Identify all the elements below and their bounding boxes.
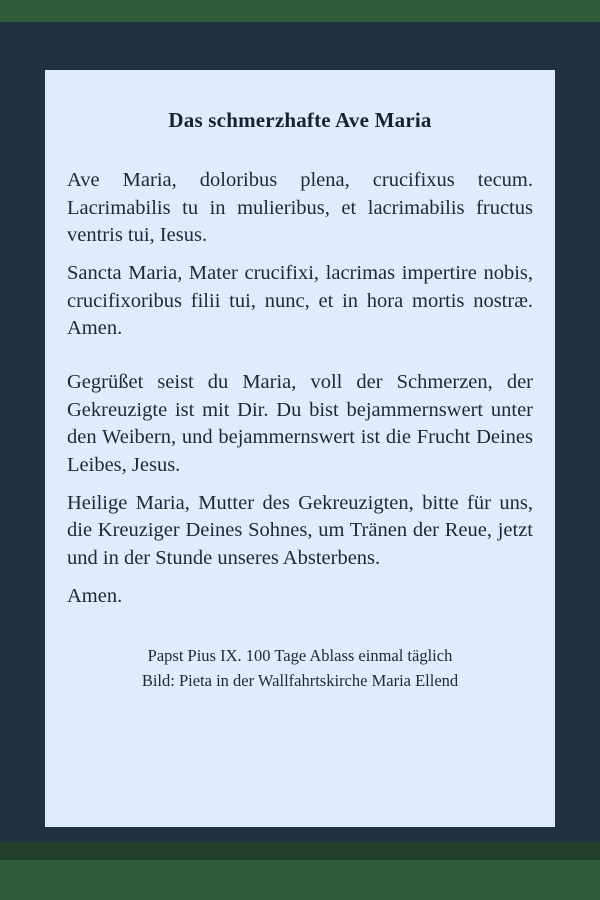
latin-paragraph-1: Ave Maria, doloribus plena, crucifixus tecum. Lacrimabilis tu in mulieribus, et lacrimabilis fructus ventris tui, Iesus. xyxy=(67,169,533,247)
footer-image-credit: Bild: Pieta in der Wallfahrtskirche Maria Ellend xyxy=(141,671,459,691)
bottom-dark-green-band xyxy=(0,842,600,860)
german-paragraph-1: Gegrüßet seist du Maria, voll der Schmerzen, der Gekreuzigte ist mit Dir. Du bist bejammernswert unter den Weibern, und bejammernswert ist die Frucht Deines Leibes, Jesus. xyxy=(67,371,533,477)
german-paragraph-2: Heilige Maria, Mutter des Gekreuzigten, bitte für uns, die Kreuziger Deines Sohnes, um Tränen der Reue, jetzt und in der Stunde unseres Absterbens. xyxy=(67,491,533,570)
prayer-card xyxy=(45,70,555,827)
footer-block xyxy=(67,644,533,694)
top-green-band xyxy=(0,0,600,22)
footer-indulgence-note: Papst Pius IX. 100 Tage Ablass einmal täglich xyxy=(147,646,453,666)
section-divider xyxy=(67,343,533,369)
page-title: Das schmerzhafte Ave Maria xyxy=(168,108,432,132)
bottom-green-band xyxy=(0,860,600,900)
latin-paragraph-2: Sancta Maria, Mater crucifixi, lacrimas impertire nobis, crucifixoribus filii tui, nunc, et in hora mortis nostræ. Amen. xyxy=(67,262,533,340)
german-amen: Amen. xyxy=(67,584,123,607)
